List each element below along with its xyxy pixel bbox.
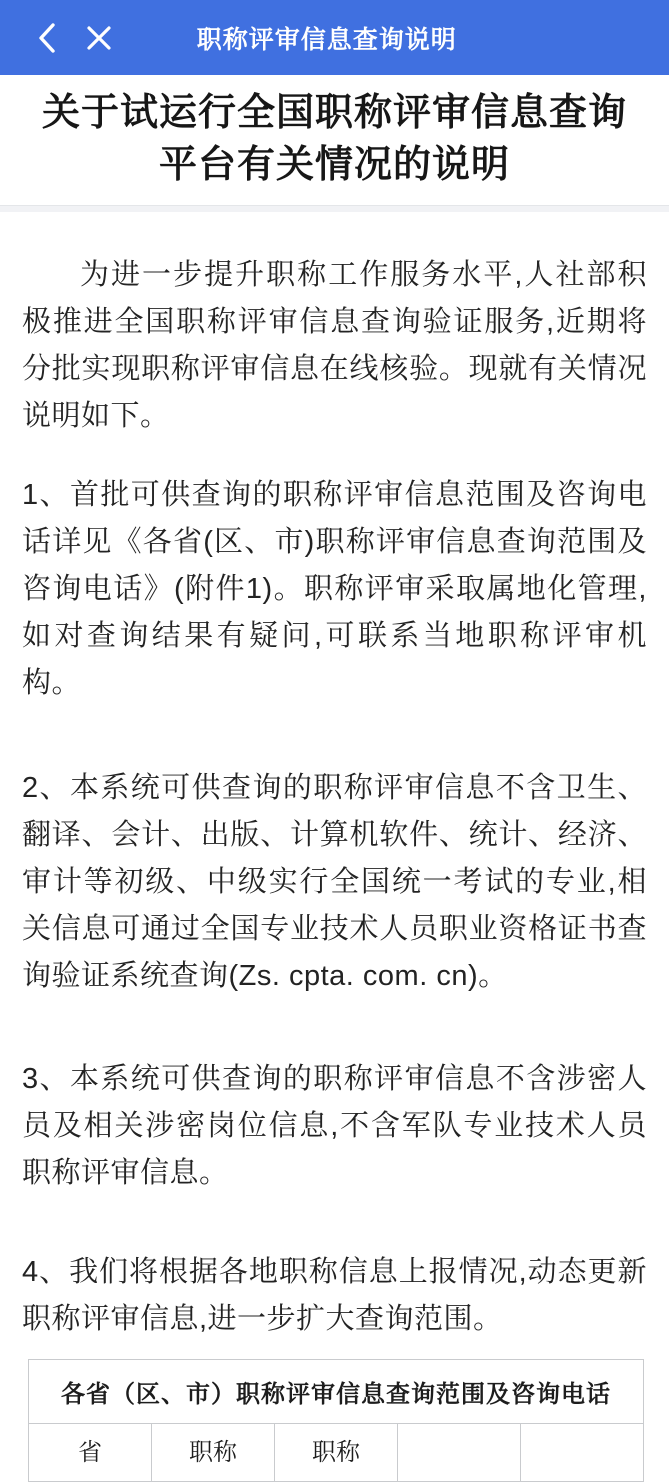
table-header-row — [29, 1424, 644, 1482]
column-header-scope — [398, 1424, 521, 1482]
document-body — [0, 252, 669, 1482]
back-button[interactable] — [28, 16, 66, 60]
item-2-paragraph: 2、本系统可供查询的职称评审信息不含卫生、翻译、会计、出版、计算机软件、统计、经济、审计等初级、中级实行全国统一考试的专业,相关信息可通过全国专业技术人员职业资格证书查询验证系统查询(Zs. cpta. com. cn)。 — [22, 772, 647, 992]
column-header-province: 省 — [29, 1424, 152, 1482]
document-heading-line1: 关于试运行全国职称评审信息查询 — [41, 92, 627, 134]
item-3-paragraph: 3、本系统可供查询的职称评审信息不含涉密人员及相关涉密岗位信息,不含军队专业技术人员职称评审信息。 — [22, 1063, 647, 1189]
item-1-paragraph: 1、首批可供查询的职称评审信息范围及咨询电话详见《各省(区、市)职称评审信息查询范围及咨询电话》(附件1)。职称评审采取属地化管理,如对查询结果有疑问,可联系当地职称评审机构。 — [22, 479, 647, 699]
page-title: 职称评审信息查询说明 — [196, 25, 457, 54]
section-divider — [0, 205, 669, 212]
column-header-title-series: 职称 — [152, 1424, 275, 1482]
table-caption: 各省（区、市）职称评审信息查询范围及咨询电话 — [29, 1360, 644, 1424]
query-scope-table — [28, 1359, 644, 1482]
item-4-paragraph: 4、我们将根据各地职称信息上报情况,动态更新职称评审信息,进一步扩大查询范围。 — [22, 1256, 647, 1335]
chevron-left-icon — [36, 20, 58, 56]
column-header-title-level: 职称 — [275, 1424, 398, 1482]
close-button[interactable] — [80, 16, 118, 60]
document-heading-line2: 平台有关情况的说明 — [158, 144, 510, 186]
navbar — [0, 0, 669, 75]
intro-paragraph: 为进一步提升职称工作服务水平,人社部积极推进全国职称评审信息查询验证服务,近期将分批实现职称评审信息在线核验。现就有关情况说明如下。 — [22, 259, 647, 432]
table-caption-row — [29, 1360, 644, 1424]
column-header-phone — [521, 1424, 644, 1482]
document-heading — [0, 75, 669, 205]
close-icon — [85, 24, 113, 52]
